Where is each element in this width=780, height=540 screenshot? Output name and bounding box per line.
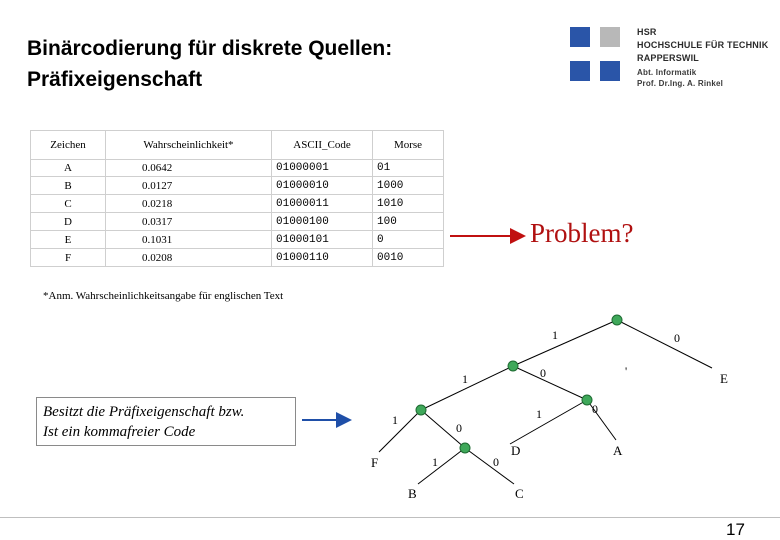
logo-line-4: Abt. Informatik	[637, 68, 697, 77]
leaf-label: F	[371, 455, 379, 470]
edge-label: 0	[540, 366, 546, 380]
edge-label: 0	[592, 402, 598, 416]
edge-n3-left	[418, 448, 465, 484]
leaf-label: A	[613, 443, 623, 458]
logo-line-2: HOCHSCHULE FÜR TECHNIK	[637, 40, 769, 50]
cell-morse: 100	[373, 213, 444, 231]
cell-prob: 0.0127	[106, 177, 272, 195]
edge-label: '	[625, 364, 628, 378]
header-wahrscheinlichkeit: Wahrscheinlichkeit*	[106, 131, 272, 160]
cell-char: D	[31, 213, 106, 231]
tree-node	[416, 405, 426, 415]
cell-prob: 0.0218	[106, 195, 272, 213]
logo-line-5: Prof. Dr.Ing. A. Rinkel	[637, 79, 724, 88]
edge-label: 1	[462, 372, 468, 386]
cell-char: C	[31, 195, 106, 213]
edge-label: 1	[552, 328, 558, 342]
edge-label: 0	[493, 455, 499, 469]
edge-label: 1	[536, 407, 542, 421]
logo-line-3: RAPPERSWIL	[637, 53, 700, 63]
leaf-label: B	[408, 486, 417, 501]
cell-char: A	[31, 160, 106, 177]
cell-morse: 0	[373, 231, 444, 249]
tree-node-root	[612, 315, 622, 325]
cell-ascii: 01000101	[272, 231, 373, 249]
edge-label: 1	[392, 413, 398, 427]
leaf-label: D	[511, 443, 521, 458]
edge-n1-right	[513, 366, 587, 400]
cell-prob: 0.0642	[106, 160, 272, 177]
edge-root-right	[617, 320, 712, 368]
cell-ascii: 01000100	[272, 213, 373, 231]
header-morse: Morse	[373, 131, 444, 160]
box-line-1: Besitzt die Präfixeigenschaft bzw.	[43, 404, 245, 420]
edge-n4-left	[510, 400, 587, 444]
page-number: 17	[726, 520, 745, 539]
cell-prob: 0.0317	[106, 213, 272, 231]
box-line-2: Ist ein kommafreier Code	[43, 424, 196, 440]
footnote: *Anm. Wahrscheinlichkeitsangabe für englischen Text	[43, 290, 284, 302]
tree-edges	[379, 320, 712, 484]
cell-ascii: 01000110	[272, 249, 373, 267]
cell-morse: 1010	[373, 195, 444, 213]
cell-morse: 1000	[373, 177, 444, 195]
cell-morse: 01	[373, 160, 444, 177]
leaf-label: C	[515, 486, 524, 501]
cell-ascii: 01000011	[272, 195, 373, 213]
cell-ascii: 01000010	[272, 177, 373, 195]
edge-label: 0	[674, 331, 680, 345]
header-zeichen: Zeichen	[31, 131, 106, 160]
cell-char: B	[31, 177, 106, 195]
problem-text: Problem?	[530, 218, 634, 248]
title-line-2: Präfixeigenschaft	[27, 68, 203, 91]
edge-label: 0	[456, 421, 462, 435]
cell-morse: 0010	[373, 249, 444, 267]
edge-n3-right	[465, 448, 514, 484]
cell-ascii: 01000001	[272, 160, 373, 177]
edge-n2-left	[379, 410, 421, 452]
tree-node	[582, 395, 592, 405]
leaf-label: E	[720, 371, 728, 386]
cell-char: E	[31, 231, 106, 249]
header-ascii: ASCII_Code	[272, 131, 373, 160]
edge-root-left	[513, 320, 617, 366]
tree-node	[460, 443, 470, 453]
cell-prob: 0.0208	[106, 249, 272, 267]
cell-char: F	[31, 249, 106, 267]
tree-node	[508, 361, 518, 371]
edge-label: 1	[432, 455, 438, 469]
footer-rule	[0, 517, 780, 518]
logo-line-1: HSR	[637, 27, 657, 37]
title-line-1: Binärcodierung für diskrete Quellen:	[27, 37, 393, 60]
cell-prob: 0.1031	[106, 231, 272, 249]
